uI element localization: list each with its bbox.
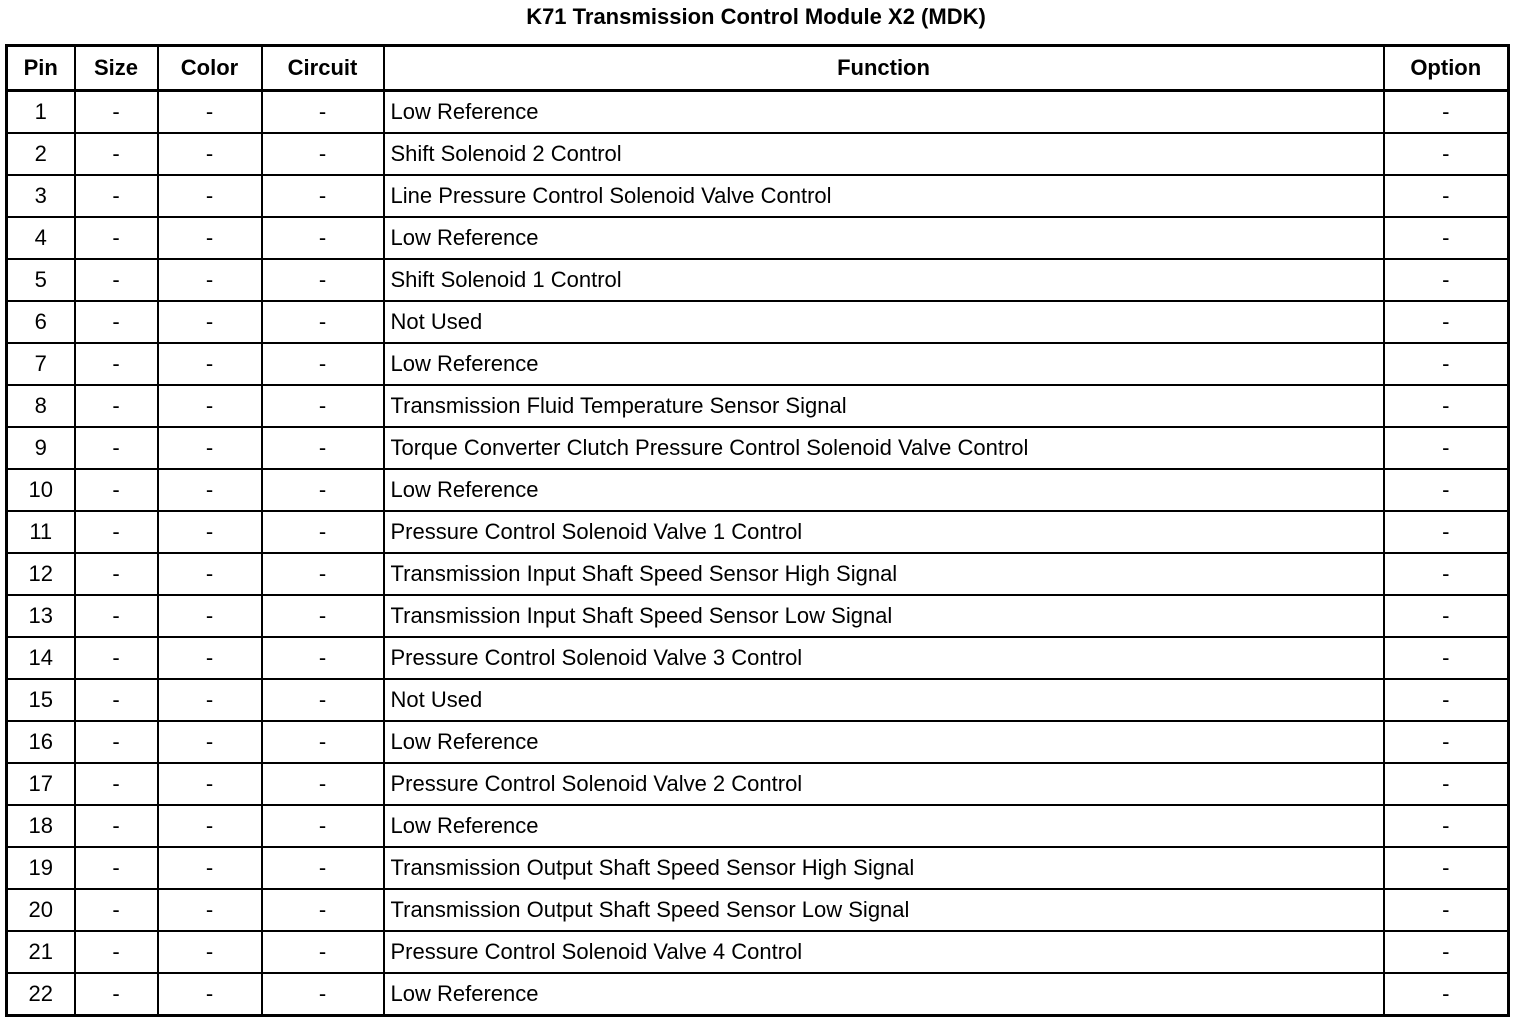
table-row — [7, 217, 1509, 259]
function-cell: Pressure Control Solenoid Valve 2 Control — [384, 763, 1384, 805]
function-cell: Pressure Control Solenoid Valve 1 Control — [384, 511, 1384, 553]
header-option: Option — [1384, 46, 1509, 91]
option-cell: - — [1384, 973, 1509, 1016]
table-header-row — [7, 46, 1509, 91]
table-row — [7, 805, 1509, 847]
function-cell: Low Reference — [384, 343, 1384, 385]
function-cell: Not Used — [384, 301, 1384, 343]
pin-cell: 15 — [7, 679, 75, 721]
function-cell: Low Reference — [384, 469, 1384, 511]
pin-cell: 16 — [7, 721, 75, 763]
circuit-cell: - — [262, 931, 384, 973]
size-cell: - — [75, 805, 158, 847]
pin-cell: 7 — [7, 343, 75, 385]
table-row — [7, 91, 1509, 134]
option-cell: - — [1384, 637, 1509, 679]
pin-cell: 12 — [7, 553, 75, 595]
color-cell: - — [158, 763, 262, 805]
size-cell: - — [75, 175, 158, 217]
pin-cell: 18 — [7, 805, 75, 847]
function-cell: Torque Converter Clutch Pressure Control Solenoid Valve Control — [384, 427, 1384, 469]
color-cell: - — [158, 931, 262, 973]
table-row — [7, 763, 1509, 805]
pin-cell: 2 — [7, 133, 75, 175]
pinout-table — [5, 44, 1510, 1017]
table-row — [7, 469, 1509, 511]
color-cell: - — [158, 301, 262, 343]
header-size: Size — [75, 46, 158, 91]
option-cell: - — [1384, 595, 1509, 637]
table-row — [7, 553, 1509, 595]
size-cell: - — [75, 721, 158, 763]
size-cell: - — [75, 259, 158, 301]
circuit-cell: - — [262, 511, 384, 553]
option-cell: - — [1384, 217, 1509, 259]
function-cell: Pressure Control Solenoid Valve 4 Control — [384, 931, 1384, 973]
pin-cell: 9 — [7, 427, 75, 469]
color-cell: - — [158, 973, 262, 1016]
option-cell: - — [1384, 91, 1509, 134]
size-cell: - — [75, 637, 158, 679]
size-cell: - — [75, 679, 158, 721]
table-row — [7, 259, 1509, 301]
pin-cell: 20 — [7, 889, 75, 931]
circuit-cell: - — [262, 217, 384, 259]
option-cell: - — [1384, 259, 1509, 301]
function-cell: Low Reference — [384, 217, 1384, 259]
table-row — [7, 889, 1509, 931]
pin-cell: 10 — [7, 469, 75, 511]
circuit-cell: - — [262, 427, 384, 469]
table-row — [7, 343, 1509, 385]
size-cell: - — [75, 511, 158, 553]
option-cell: - — [1384, 805, 1509, 847]
table-row — [7, 301, 1509, 343]
header-color: Color — [158, 46, 262, 91]
pin-cell: 19 — [7, 847, 75, 889]
color-cell: - — [158, 511, 262, 553]
table-row — [7, 679, 1509, 721]
header-function: Function — [384, 46, 1384, 91]
circuit-cell: - — [262, 91, 384, 134]
table-row — [7, 427, 1509, 469]
option-cell: - — [1384, 763, 1509, 805]
option-cell: - — [1384, 721, 1509, 763]
function-cell: Shift Solenoid 1 Control — [384, 259, 1384, 301]
color-cell: - — [158, 133, 262, 175]
pin-cell: 11 — [7, 511, 75, 553]
option-cell: - — [1384, 469, 1509, 511]
circuit-cell: - — [262, 889, 384, 931]
size-cell: - — [75, 847, 158, 889]
pin-cell: 8 — [7, 385, 75, 427]
circuit-cell: - — [262, 763, 384, 805]
circuit-cell: - — [262, 973, 384, 1016]
size-cell: - — [75, 763, 158, 805]
circuit-cell: - — [262, 805, 384, 847]
option-cell: - — [1384, 847, 1509, 889]
header-pin: Pin — [7, 46, 75, 91]
size-cell: - — [75, 553, 158, 595]
circuit-cell: - — [262, 385, 384, 427]
table-row — [7, 595, 1509, 637]
option-cell: - — [1384, 175, 1509, 217]
option-cell: - — [1384, 931, 1509, 973]
circuit-cell: - — [262, 259, 384, 301]
function-cell: Low Reference — [384, 973, 1384, 1016]
circuit-cell: - — [262, 721, 384, 763]
circuit-cell: - — [262, 679, 384, 721]
size-cell: - — [75, 133, 158, 175]
size-cell: - — [75, 385, 158, 427]
color-cell: - — [158, 679, 262, 721]
table-row — [7, 511, 1509, 553]
circuit-cell: - — [262, 637, 384, 679]
circuit-cell: - — [262, 553, 384, 595]
pin-cell: 3 — [7, 175, 75, 217]
table-row — [7, 721, 1509, 763]
function-cell: Line Pressure Control Solenoid Valve Control — [384, 175, 1384, 217]
color-cell: - — [158, 847, 262, 889]
pin-cell: 13 — [7, 595, 75, 637]
circuit-cell: - — [262, 301, 384, 343]
size-cell: - — [75, 91, 158, 134]
function-cell: Transmission Output Shaft Speed Sensor High Signal — [384, 847, 1384, 889]
color-cell: - — [158, 469, 262, 511]
table-row — [7, 847, 1509, 889]
pin-cell: 17 — [7, 763, 75, 805]
function-cell: Transmission Output Shaft Speed Sensor Low Signal — [384, 889, 1384, 931]
option-cell: - — [1384, 511, 1509, 553]
size-cell: - — [75, 595, 158, 637]
page-title: K71 Transmission Control Module X2 (MDK) — [526, 4, 986, 29]
color-cell: - — [158, 889, 262, 931]
table-row — [7, 133, 1509, 175]
circuit-cell: - — [262, 343, 384, 385]
option-cell: - — [1384, 301, 1509, 343]
table-body — [7, 91, 1509, 1016]
color-cell: - — [158, 427, 262, 469]
table-row — [7, 931, 1509, 973]
circuit-cell: - — [262, 133, 384, 175]
color-cell: - — [158, 175, 262, 217]
color-cell: - — [158, 805, 262, 847]
size-cell: - — [75, 889, 158, 931]
header-circuit: Circuit — [262, 46, 384, 91]
color-cell: - — [158, 259, 262, 301]
size-cell: - — [75, 973, 158, 1016]
function-cell: Low Reference — [384, 805, 1384, 847]
size-cell: - — [75, 343, 158, 385]
circuit-cell: - — [262, 847, 384, 889]
pin-cell: 14 — [7, 637, 75, 679]
function-cell: Transmission Input Shaft Speed Sensor Low Signal — [384, 595, 1384, 637]
option-cell: - — [1384, 679, 1509, 721]
color-cell: - — [158, 385, 262, 427]
pin-cell: 21 — [7, 931, 75, 973]
pin-cell: 1 — [7, 91, 75, 134]
table-row — [7, 973, 1509, 1016]
color-cell: - — [158, 637, 262, 679]
option-cell: - — [1384, 343, 1509, 385]
function-cell: Transmission Input Shaft Speed Sensor High Signal — [384, 553, 1384, 595]
circuit-cell: - — [262, 175, 384, 217]
pin-cell: 6 — [7, 301, 75, 343]
color-cell: - — [158, 217, 262, 259]
pin-cell: 5 — [7, 259, 75, 301]
circuit-cell: - — [262, 469, 384, 511]
table-row — [7, 175, 1509, 217]
color-cell: - — [158, 553, 262, 595]
size-cell: - — [75, 301, 158, 343]
function-cell: Shift Solenoid 2 Control — [384, 133, 1384, 175]
table-row — [7, 385, 1509, 427]
color-cell: - — [158, 721, 262, 763]
size-cell: - — [75, 427, 158, 469]
function-cell: Transmission Fluid Temperature Sensor Signal — [384, 385, 1384, 427]
option-cell: - — [1384, 889, 1509, 931]
function-cell: Low Reference — [384, 91, 1384, 134]
size-cell: - — [75, 217, 158, 259]
function-cell: Pressure Control Solenoid Valve 3 Control — [384, 637, 1384, 679]
table-row — [7, 637, 1509, 679]
function-cell: Low Reference — [384, 721, 1384, 763]
size-cell: - — [75, 931, 158, 973]
option-cell: - — [1384, 385, 1509, 427]
color-cell: - — [158, 343, 262, 385]
option-cell: - — [1384, 553, 1509, 595]
function-cell: Not Used — [384, 679, 1384, 721]
color-cell: - — [158, 595, 262, 637]
pin-cell: 4 — [7, 217, 75, 259]
circuit-cell: - — [262, 595, 384, 637]
size-cell: - — [75, 469, 158, 511]
option-cell: - — [1384, 133, 1509, 175]
pin-cell: 22 — [7, 973, 75, 1016]
option-cell: - — [1384, 427, 1509, 469]
color-cell: - — [158, 91, 262, 134]
